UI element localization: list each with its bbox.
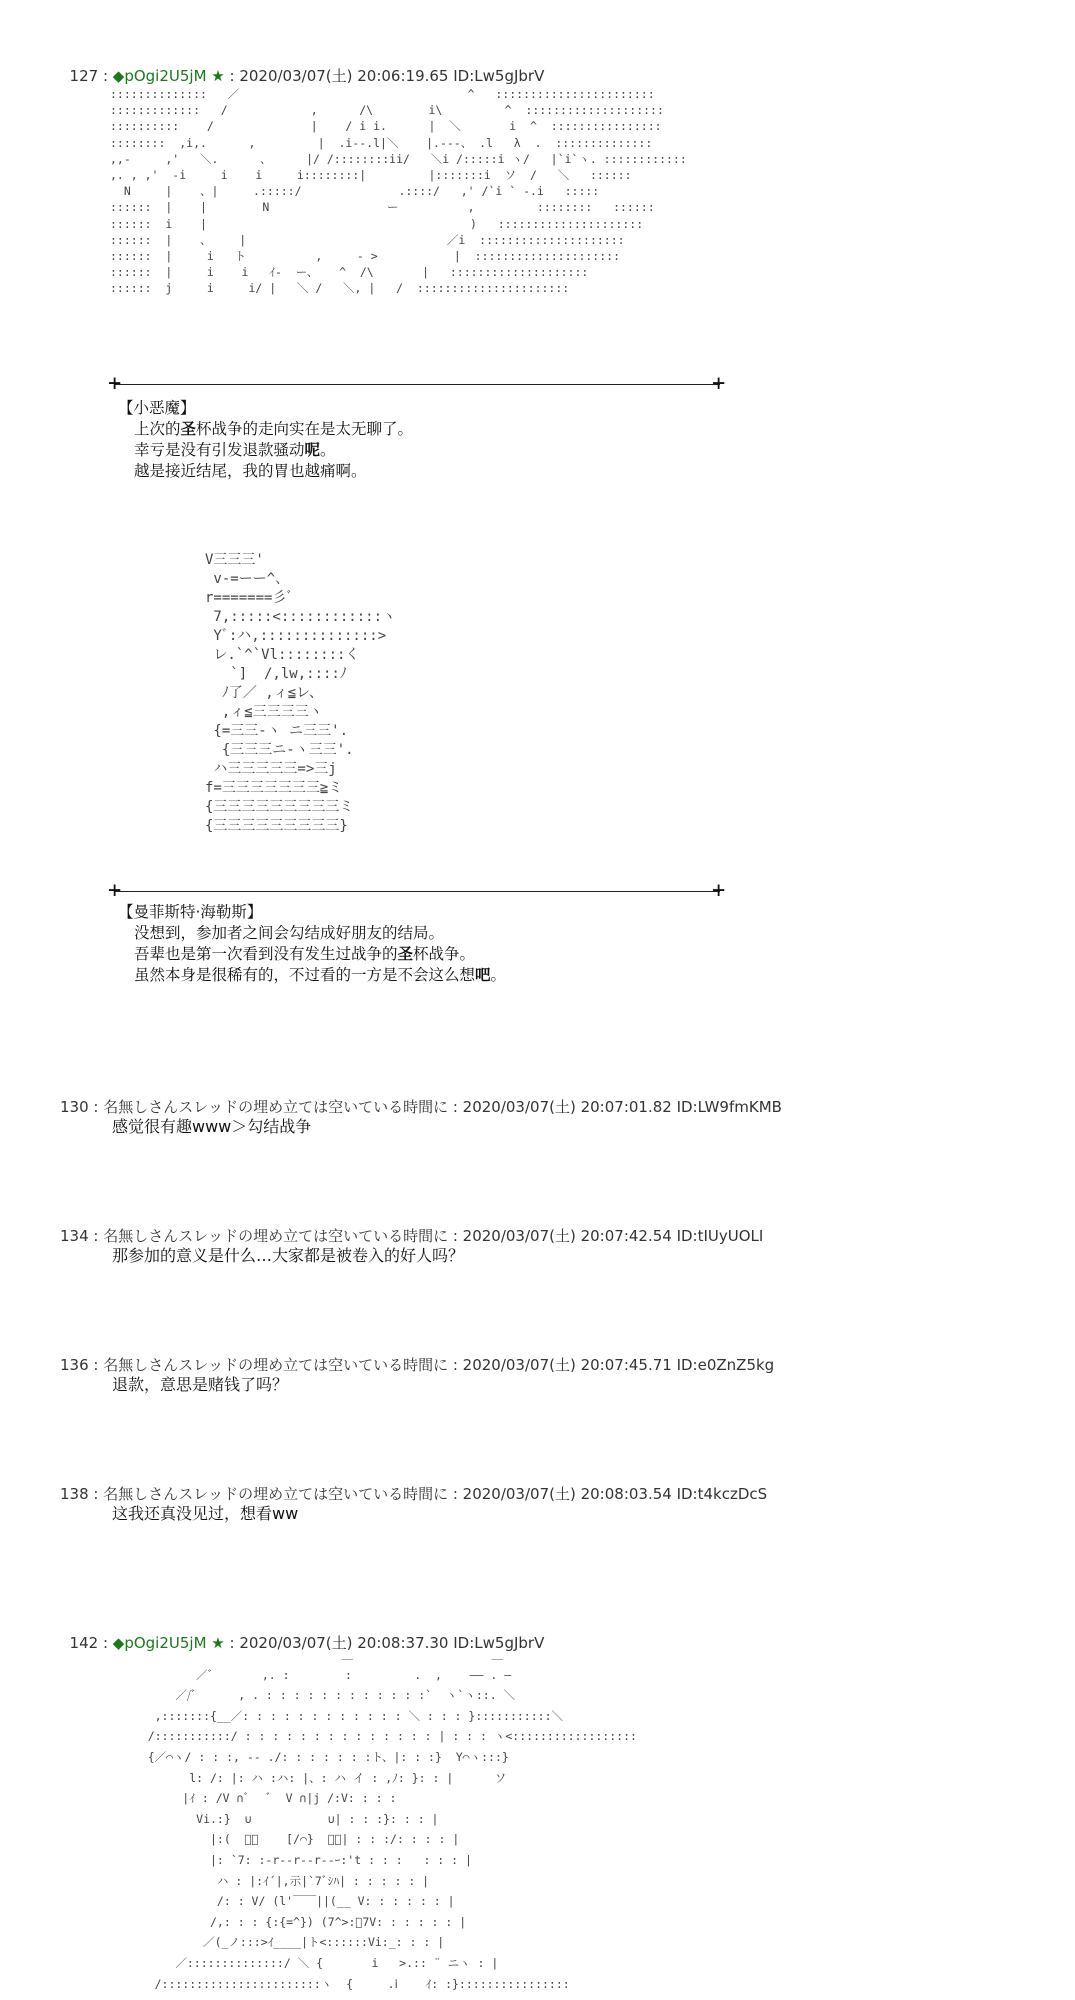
- aa-line: ,,- ,' ＼. 、 |/ /::::::::ii/ ＼i /:::::i ヽ/ |`i`ヽ. ::::::::::::: [110, 151, 687, 166]
- aa-line: :::::::::::::: ／ ^ :::::::::::::::::::::::: [110, 87, 655, 101]
- divider-plus-left: +: [108, 371, 122, 396]
- aa-line: v-=ーー^、: [205, 571, 290, 587]
- aa-line: :::::: | 、 | ／i :::::::::::::::::::::: [110, 232, 625, 247]
- divider-plus-left: +: [108, 878, 122, 903]
- speaker-label: 【小恶魔】: [118, 399, 196, 417]
- reply-body: 感觉很有趣www＞勾结战争: [112, 1117, 312, 1136]
- ascii-art-1: [110, 86, 687, 297]
- post-meta: : 2020/03/07(土) 20:06:19.65 ID:Lw5gJbrV: [224, 67, 545, 85]
- speaker-label: 【曼菲斯特·海勒斯】: [118, 903, 263, 921]
- speech-line: 没想到，参加者之间会勾结成好朋友的结局。: [134, 924, 445, 942]
- aa-line: /,: : : {:{=^}) (7^>:ﾞ7V: : : : : : |: [120, 1914, 467, 1929]
- aa-line: ／::::::::::::::/ ＼ { i >.:: ¨ ニヽ : |: [120, 1955, 499, 1970]
- post-number: 142 :: [69, 1634, 113, 1652]
- aa-line: /:::::::::::/ : : : : : : : : : : : : : : | : : : ヽ<::::::::::::::::::: [120, 1729, 637, 1744]
- reply-body: 退款，意思是赌钱了吗？: [112, 1375, 289, 1394]
- aa-line: ,. , ,' ‐i i i i::::::::| |:::::::i ソ / ＼ ::::::: [110, 168, 632, 183]
- divider-plus-right: +: [712, 371, 726, 396]
- aa-line: {三三三ニ-ヽ三三'.: [205, 742, 354, 758]
- tripcode: ◆pOgi2U5jM ★: [112, 67, 225, 85]
- aa-line: {三三三三三三三三三ミ: [205, 799, 354, 815]
- aa-line: :::::: | i ト , ‐ > | :::::::::::::::::::::: [110, 249, 620, 264]
- aa-line: {三三三三三三三三三}: [205, 818, 348, 834]
- aa-line: r=======彡ﾞ: [205, 590, 294, 606]
- aa-line: ﾉ了／ ,ィ≦レ、: [205, 685, 324, 701]
- aa-line: /: : V/ (l'￣￣||(__ V: : : : : : |: [120, 1894, 455, 1909]
- divider-plus-right: +: [712, 878, 726, 903]
- aa-line: ＿ ＿: [120, 1647, 504, 1661]
- aa-line: ハ : |:ｲ´|,示|`7ﾞｼﾊ| : : : : : |: [120, 1873, 430, 1888]
- divider-line: [115, 384, 720, 385]
- post-number: 127 :: [69, 67, 113, 85]
- aa-line: :::::: | i i ｲ- ー、 ^ /\ | ::::::::::::::::::::: [110, 265, 589, 280]
- aa-line: ハ三三三三三=>三j: [205, 761, 337, 777]
- speech-line: 上次的圣杯战争的走向实在是太无聊了。: [134, 420, 414, 438]
- aa-line: ／ﾞ ,. : : . , ―― . ―: [120, 1667, 512, 1682]
- speech-line: 虽然本身是很稀有的，不过看的一方是不会这么想吧。: [134, 966, 507, 984]
- aa-line: :::::::::: / | / i i. | ＼ i ^ ::::::::::::::::: [110, 119, 662, 134]
- speech-block: [134, 419, 413, 482]
- aa-line: `] /,lw,::::ﾉ: [205, 666, 347, 682]
- aa-line: :::::: j i i/ | ＼ / ＼, | / ::::::::::::::::::::::: [110, 281, 570, 296]
- aa-line: ／/ﾞ , . : : : : : : : : : : : :` ヽ`ヽ::. ＼: [120, 1688, 516, 1703]
- speech-line: 越是接近结尾，我的胃也越痛啊。: [134, 462, 367, 480]
- reply-header: 136 : 名無しさんスレッドの埋め立ては空いている時間に : 2020/03/07(土) 20:07:45.71 ID:e0ZnZ5kg: [60, 1356, 775, 1374]
- aa-line: |:( ﾞﾞ [/⌒} ﾞﾞ| : : :/: : : : |: [120, 1832, 460, 1847]
- aa-line: :::::::: ,i,. , | .i--.l|＼ |.---、 .l λ . ::::::::::::::: [110, 135, 653, 150]
- aa-line: f=三三三三三三三≧ミ: [205, 780, 343, 796]
- aa-line: {=三三-ヽ ニ三三'.: [205, 723, 349, 739]
- aa-line: /:::::::::::::::::::::::ヽ { .ⅰ ｲ: :}::::::::::::::::: [120, 1976, 570, 1991]
- aa-line: ／(_ノ:::>ｲ____|ト<::::::Vi:_: : : |: [120, 1935, 445, 1950]
- aa-line: V三三三': [205, 552, 264, 568]
- reply-header: 138 : 名無しさんスレッドの埋め立ては空いている時間に : 2020/03/07(土) 20:08:03.54 ID:t4kczDcS: [60, 1485, 768, 1503]
- tripcode: ◆pOgi2U5jM ★: [112, 1634, 225, 1652]
- aa-line: |: `7: :-r--r--r--ｰ:'t : : : : : : |: [120, 1852, 472, 1867]
- post-meta: : 2020/03/07(土) 20:08:37.30 ID:Lw5gJbrV: [224, 1634, 545, 1652]
- aa-line: |ｲ : /V ∩ﾞ ﾞ V ∩|j /:V: : : :: [120, 1791, 397, 1806]
- divider-line: [115, 891, 720, 892]
- reply-body: 这我还真没见过，想看ww: [112, 1504, 299, 1523]
- ascii-art-2: [205, 551, 396, 836]
- reply-header: 134 : 名無しさんスレッドの埋め立ては空いている時間に : 2020/03/07(土) 20:07:42.54 ID:tIUyUOLI: [60, 1227, 764, 1245]
- aa-line: :::::: i | ) :::::::::::::::::::::: [110, 216, 644, 231]
- post-127-header: [60, 46, 544, 86]
- ascii-art-3: [120, 1644, 637, 1994]
- aa-line: ,:::::::{__／: : : : : : : : : : : : ＼ : : : }:::::::::::＼: [120, 1708, 563, 1723]
- aa-line: Vi.:} ∪ ∪| : : :}: : : |: [120, 1811, 439, 1826]
- aa-line: ,ィ≦三三三三ヽ: [205, 704, 323, 720]
- reply-header: 130 : 名無しさんスレッドの埋め立ては空いている時間に : 2020/03/07(土) 20:07:01.82 ID:LW9fmKMB: [60, 1098, 782, 1116]
- reply-body: 那参加的意义是什么…大家都是被卷入的好人吗？: [112, 1246, 465, 1265]
- aa-line: 7,:::::<::::::::::::ヽ: [205, 609, 397, 625]
- speech-block: [134, 923, 506, 986]
- speech-line: 吾辈也是第一次看到没有发生过战争的圣杯战争。: [134, 945, 476, 963]
- speech-line: 幸亏是没有引发退款骚动呢。: [134, 441, 336, 459]
- aa-line: :::::: | | N ー , :::::::: ::::::: [110, 200, 655, 215]
- aa-line: レ.`^`Vl::::::::く: [205, 647, 360, 663]
- aa-line: l: /: |: ハ :ハ: |、: ハ イ : ,ﾉ: }: : | ソ: [120, 1770, 507, 1785]
- aa-line: ::::::::::::: / , /\ i\ ^ ::::::::::::::::::::: [110, 103, 664, 118]
- aa-line: N | 、| .:::::/ .::::/ ,' /`i ` -.i :::::: [110, 184, 600, 199]
- aa-line: Yﾞ:ハ,::::::::::::::>: [205, 628, 387, 644]
- aa-line: {／⌒ヽ/ : : :, -‐ ./: : : : : : :ト、|: : :} Y⌒ヽ:::}: [120, 1749, 509, 1764]
